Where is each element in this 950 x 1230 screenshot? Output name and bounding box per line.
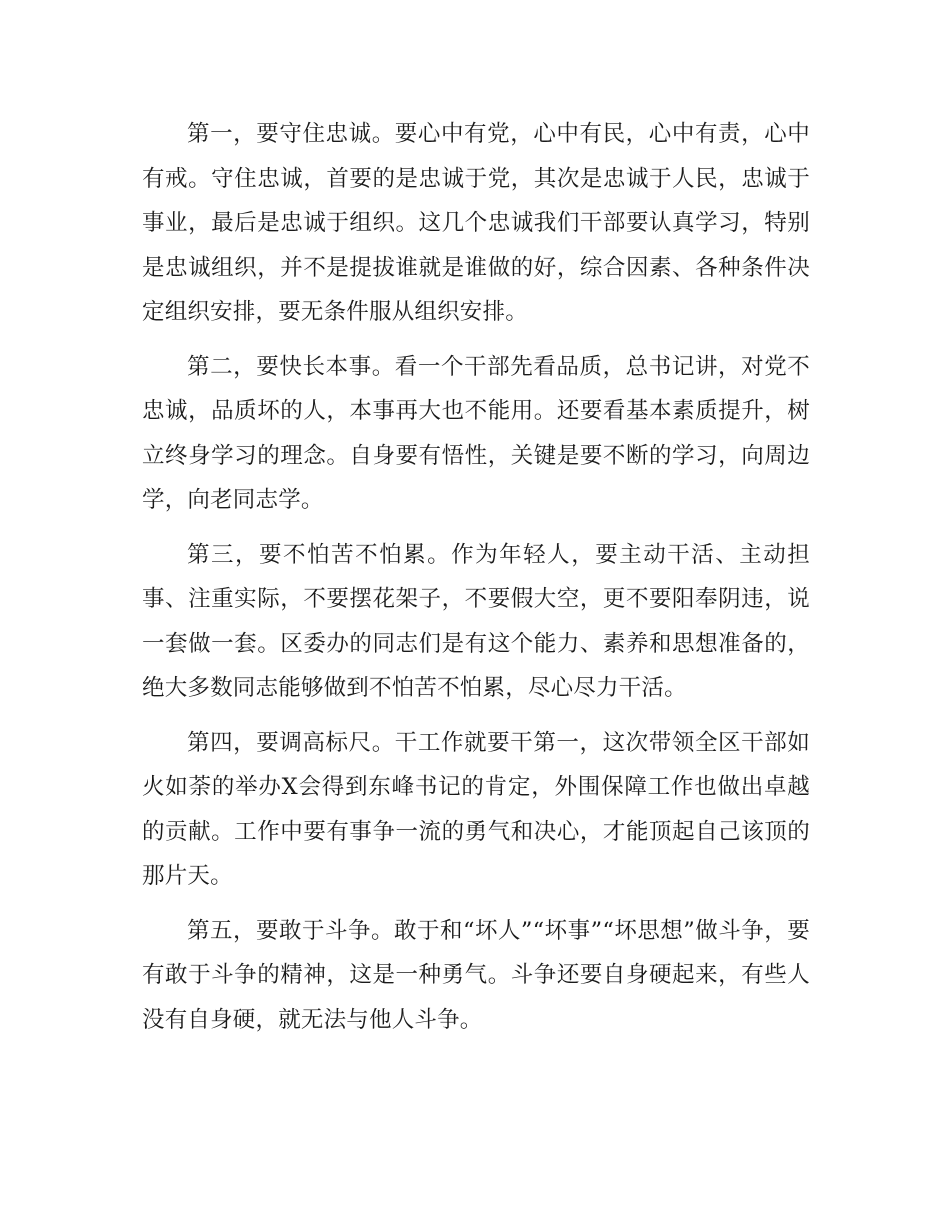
paragraph-3: 第三，要不怕苦不怕累。作为年轻人，要主动干活、主动担事、注重实际，不要摆花架子，不要假大空，更不要阳奉阴违，说一套做一套。区委办的同志们是有这个能力、素养和思想准备的，绝大多数同志能够做到不怕苦不怕累，尽心尽力干活。 <box>142 541 810 701</box>
paragraph-5: 第五，要敢于斗争。敢于和“坏人”“坏事”“坏思想”做斗争，要有敢于斗争的精神，这是一种勇气。斗争还要自身硬起来，有些人没有自身硬，就无法与他人斗争。 <box>142 917 810 1033</box>
paragraph-2: 第二，要快长本事。看一个干部先看品质，总书记讲，对党不忠诚，品质坏的人，本事再大也不能用。还要看基本素质提升，树立终身学习的理念。自身要有悟性，关键是要不断的学习，向周边学，向老同志学。 <box>142 353 810 513</box>
paragraph-4: 第四，要调高标尺。干工作就要干第一，这次带领全区干部如火如荼的举办X会得到东峰书记的肯定，外围保障工作也做出卓越的贡献。工作中要有事争一流的勇气和决心，才能顶起自己该顶的那片天。 <box>142 729 810 889</box>
document-body <box>142 112 810 1052</box>
paragraph-1: 第一，要守住忠诚。要心中有党，心中有民，心中有责，心中有戒。守住忠诚，首要的是忠诚于党，其次是忠诚于人民，忠诚于事业，最后是忠诚于组织。这几个忠诚我们干部要认真学习，特别是忠诚组织，并不是提拔谁就是谁做的好，综合因素、各种条件决定组织安排，要无条件服从组织安排。 <box>142 121 810 325</box>
